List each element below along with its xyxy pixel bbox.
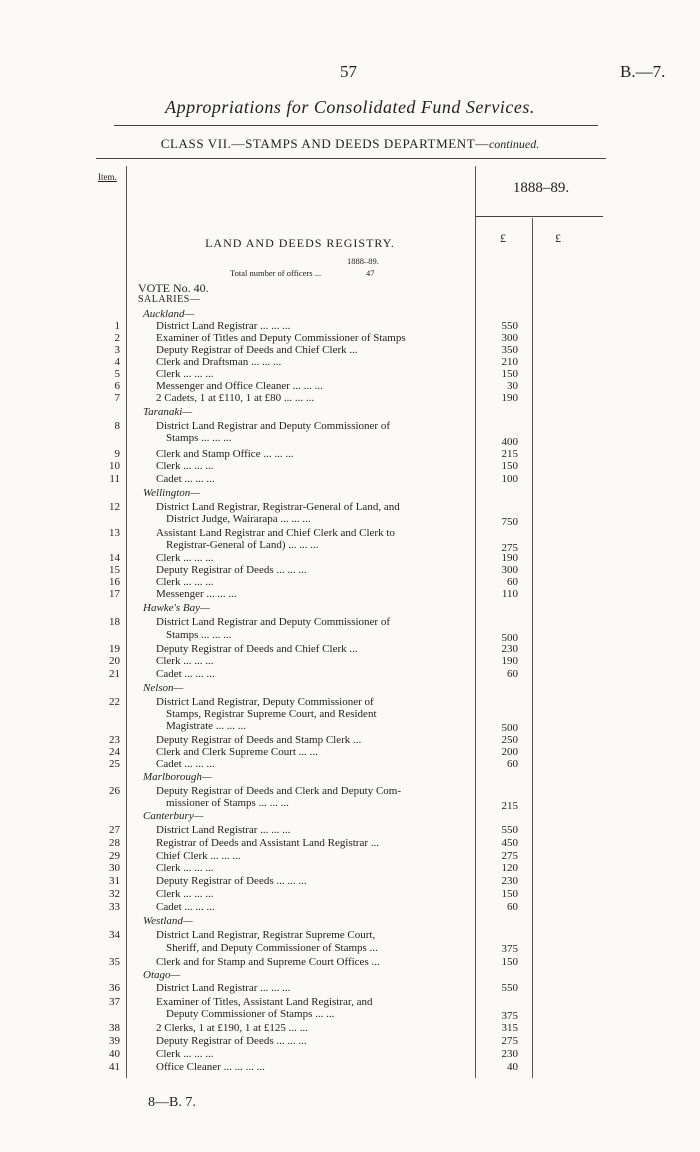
item-number: 41	[109, 1061, 120, 1073]
item-amount: 350	[501, 344, 518, 356]
item-number: 3	[114, 344, 120, 356]
item-description: Messenger and Office Cleaner ... ... ...	[156, 380, 323, 392]
item-number: 27	[109, 824, 120, 836]
item-number: 26	[109, 785, 120, 797]
item-number: 6	[114, 380, 120, 392]
item-amount: 60	[507, 901, 518, 913]
item-number: 29	[109, 850, 120, 862]
item-number: 11	[109, 473, 120, 485]
item-description: Examiner of Titles and Deputy Commissioner of Stamps	[156, 332, 406, 344]
item-number: 40	[109, 1048, 120, 1060]
item-number: 32	[109, 888, 120, 900]
item-description: Cadet ... ... ...	[156, 758, 215, 770]
section-title: LAND AND DEEDS REGISTRY.	[205, 236, 395, 250]
district-heading: Wellington—	[143, 487, 201, 499]
district-heading: Taranaki—	[143, 406, 193, 418]
footer-reference: 8—B. 7.	[148, 1095, 196, 1110]
item-amount: 150	[501, 368, 518, 380]
officers-year: 1888–89.	[347, 256, 379, 266]
item-amount: 315	[501, 1022, 518, 1034]
item-description-continued: Registrar-General of Land) ... ... ...	[166, 539, 319, 551]
item-amount: 190	[501, 392, 518, 404]
item-amount: 300	[501, 564, 518, 576]
item-description: District Land Registrar, Registrar Supreme Court,	[156, 929, 376, 941]
class-title-main: CLASS VII.—STAMPS AND DEEDS DEPARTMENT—	[160, 136, 489, 151]
item-description-continued: Stamps ... ... ...	[166, 432, 232, 444]
item-description: Deputy Registrar of Deeds and Stamp Clerk ...	[156, 734, 362, 746]
item-description-continued: Magistrate ... ... ...	[166, 720, 247, 732]
item-amount: 230	[501, 643, 518, 655]
item-description: District Land Registrar, Registrar-General of Land, and	[156, 501, 400, 513]
item-amount: 230	[501, 875, 518, 887]
item-description: Clerk ... ... ...	[156, 576, 214, 588]
item-amount: 150	[501, 956, 518, 968]
item-description: Cadet ... ... ...	[156, 473, 215, 485]
item-amount: 500	[501, 722, 518, 734]
item-amount: 375	[501, 943, 518, 955]
item-column-divider	[126, 166, 127, 1078]
item-amount: 190	[501, 655, 518, 667]
item-number: 24	[109, 746, 120, 758]
officers-label: Total number of officers ...	[230, 268, 322, 278]
item-amount: 200	[501, 746, 518, 758]
item-amount: 250	[501, 734, 518, 746]
item-description: Messenger ... ... ...	[156, 588, 237, 600]
item-amount: 40	[507, 1061, 518, 1073]
year-column-header: 1888–89.	[512, 180, 570, 196]
item-amount: 150	[501, 460, 518, 472]
item-number: 30	[109, 862, 120, 874]
item-description: Examiner of Titles, Assistant Land Registrar, and	[156, 996, 373, 1008]
item-number: 18	[109, 616, 120, 628]
item-amount: 275	[501, 850, 518, 862]
item-amount: 215	[501, 800, 518, 812]
class-title	[0, 136, 700, 152]
item-description: District Land Registrar and Deputy Commissioner of	[156, 616, 391, 628]
item-description: Office Cleaner ... ... ... ...	[156, 1061, 265, 1073]
item-description: Clerk ... ... ...	[156, 655, 214, 667]
item-description: Clerk and Stamp Office ... ... ...	[156, 448, 294, 460]
item-amount: 60	[507, 576, 518, 588]
item-number: 7	[114, 392, 120, 404]
item-column-header: Item.	[98, 172, 117, 182]
class-title-continued: continued.	[488, 137, 540, 151]
item-description: Assistant Land Registrar and Chief Clerk and Clerk to	[156, 527, 395, 539]
class-rule	[96, 158, 606, 159]
item-description-continued: Stamps, Registrar Supreme Court, and Resident	[166, 708, 377, 720]
item-number: 5	[114, 368, 120, 380]
pound-unit-right: £	[555, 231, 561, 245]
item-description: Deputy Registrar of Deeds ... ... ...	[156, 564, 307, 576]
item-number: 10	[109, 460, 120, 472]
item-number: 4	[114, 356, 120, 368]
item-description: District Land Registrar and Deputy Commissioner of	[156, 420, 391, 432]
item-description: Clerk and Clerk Supreme Court ... ...	[156, 746, 318, 758]
item-description: District Land Registrar ... ... ...	[156, 320, 291, 332]
item-description: District Land Registrar ... ... ...	[156, 982, 291, 994]
estimate-column-divider	[475, 166, 476, 1078]
item-number: 21	[109, 668, 120, 680]
district-heading: Auckland—	[143, 308, 195, 320]
item-description: 2 Clerks, 1 at £190, 1 at £125 ... ...	[156, 1022, 308, 1034]
item-amount: 375	[501, 1010, 518, 1022]
item-amount: 60	[507, 758, 518, 770]
title-rule	[114, 125, 598, 126]
item-description-continued: Deputy Commissioner of Stamps ... ...	[166, 1008, 335, 1020]
item-description: Deputy Registrar of Deeds ... ... ...	[156, 1035, 307, 1047]
item-number: 1	[114, 320, 120, 332]
item-amount: 300	[501, 332, 518, 344]
item-number: 33	[109, 901, 120, 913]
item-number: 23	[109, 734, 120, 746]
item-description: Clerk ... ... ...	[156, 368, 214, 380]
item-amount: 150	[501, 888, 518, 900]
item-amount: 230	[501, 1048, 518, 1060]
item-number: 37	[109, 996, 120, 1008]
item-description: Deputy Registrar of Deeds and Chief Clerk ...	[156, 643, 358, 655]
item-amount: 550	[501, 320, 518, 332]
item-amount: 550	[501, 824, 518, 836]
item-amount: 60	[507, 668, 518, 680]
item-description: District Land Registrar ... ... ...	[156, 824, 291, 836]
item-description: Clerk ... ... ...	[156, 460, 214, 472]
item-amount: 500	[501, 632, 518, 644]
item-description: Cadet ... ... ...	[156, 668, 215, 680]
item-description-continued: Sheriff, and Deputy Commissioner of Stamps ...	[166, 942, 378, 954]
item-number: 13	[109, 527, 120, 539]
item-number: 38	[109, 1022, 120, 1034]
district-heading: Marlborough—	[143, 771, 212, 783]
page-number: 57	[340, 62, 357, 81]
officers-count: 47	[366, 268, 375, 278]
item-amount: 750	[501, 516, 518, 528]
item-number: 34	[109, 929, 120, 941]
item-amount: 30	[507, 380, 518, 392]
item-description: Deputy Registrar of Deeds and Clerk and Deputy Com-	[156, 785, 401, 797]
item-description: Cadet ... ... ...	[156, 901, 215, 913]
item-amount: 550	[501, 982, 518, 994]
item-description: Clerk ... ... ...	[156, 862, 214, 874]
item-number: 16	[109, 576, 120, 588]
item-description: Clerk ... ... ...	[156, 552, 214, 564]
item-description: District Land Registrar, Deputy Commissioner of	[156, 696, 374, 708]
item-description-continued: missioner of Stamps ... ... ...	[166, 797, 289, 809]
item-description-continued: District Judge, Wairarapa ... ... ...	[166, 513, 311, 525]
item-amount: 400	[501, 436, 518, 448]
item-number: 14	[109, 552, 120, 564]
item-description: Chief Clerk ... ... ...	[156, 850, 241, 862]
item-description: 2 Cadets, 1 at £110, 1 at £80 ... ... ...	[156, 392, 315, 404]
pound-unit-left: £	[500, 231, 506, 245]
item-amount: 275	[501, 1035, 518, 1047]
district-heading: Hawke's Bay—	[143, 602, 210, 614]
salaries-heading: SALARIES—	[138, 294, 201, 305]
item-amount: 275	[501, 542, 518, 554]
item-number: 9	[114, 448, 120, 460]
item-description: Deputy Registrar of Deeds ... ... ...	[156, 875, 307, 887]
item-number: 2	[114, 332, 120, 344]
district-heading: Westland—	[143, 915, 193, 927]
vote-number: VOTE No. 40.	[138, 281, 209, 295]
district-heading: Nelson—	[143, 682, 184, 694]
item-number: 28	[109, 837, 120, 849]
item-number: 15	[109, 564, 120, 576]
page-title: Appropriations for Consolidated Fund Services.	[165, 97, 535, 117]
district-heading: Otago—	[143, 969, 181, 981]
amount-column-divider	[532, 218, 533, 1078]
item-amount: 110	[501, 588, 518, 600]
item-description-continued: Stamps ... ... ...	[166, 629, 232, 641]
item-description: Clerk and for Stamp and Supreme Court Offices ...	[156, 956, 380, 968]
item-description: Registrar of Deeds and Assistant Land Registrar ...	[156, 837, 380, 849]
item-number: 31	[109, 875, 120, 887]
year-header-rule	[475, 216, 603, 217]
item-amount: 450	[501, 837, 518, 849]
item-number: 36	[109, 982, 120, 994]
item-number: 25	[109, 758, 120, 770]
item-number: 19	[109, 643, 120, 655]
item-number: 20	[109, 655, 120, 667]
item-amount: 210	[501, 356, 518, 368]
item-amount: 215	[501, 448, 518, 460]
item-amount: 100	[501, 473, 518, 485]
item-number: 8	[114, 420, 120, 432]
item-description: Clerk ... ... ...	[156, 1048, 214, 1060]
item-description: Clerk and Draftsman ... ... ...	[156, 356, 282, 368]
item-number: 17	[109, 588, 120, 600]
document-reference: B.—7.	[620, 62, 666, 81]
district-heading: Canterbury—	[143, 810, 204, 822]
item-amount: 190	[501, 552, 518, 564]
item-description: Clerk ... ... ...	[156, 888, 214, 900]
item-number: 12	[109, 501, 120, 513]
item-number: 35	[109, 956, 120, 968]
item-amount: 120	[501, 862, 518, 874]
item-number: 39	[109, 1035, 120, 1047]
item-description: Deputy Registrar of Deeds and Chief Clerk ...	[156, 344, 358, 356]
item-number: 22	[109, 696, 120, 708]
